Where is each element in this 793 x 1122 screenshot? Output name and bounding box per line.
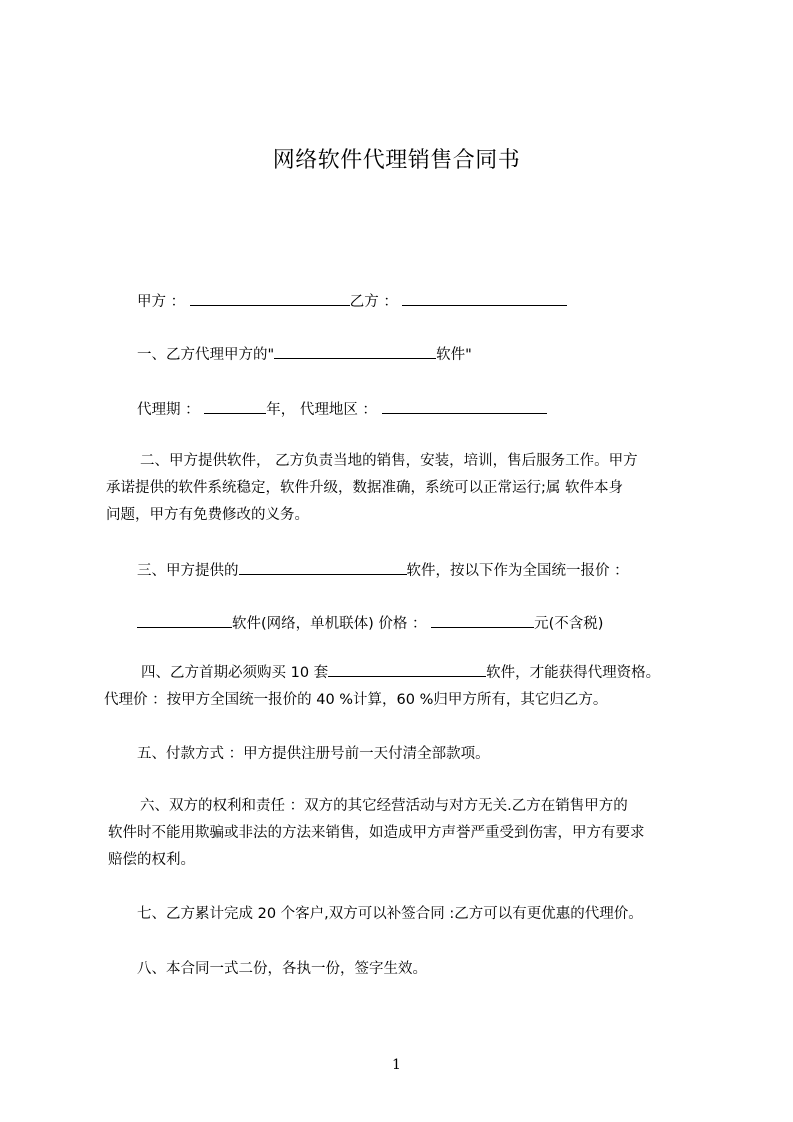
clause-3-prefix: 三、甲方提供的 (137, 563, 239, 579)
clause-2-line-1: 二、甲方提供软件， 乙方负责当地的销售，安装，培训，售后服务工作。甲方 (140, 453, 638, 469)
clause-2 (106, 448, 638, 529)
document-title: 网络软件代理销售合同书 (272, 148, 521, 173)
clause-4-suffix: 软件，才能获得代理资格。 (486, 665, 661, 681)
clause-1-suffix: 软件" (436, 347, 472, 363)
price-mid: 软件(网络，单机联体) 价格 ： (232, 616, 427, 632)
clause-4-line-2: 代理价 ：按甲方全国统一报价的 40 %计算，60 %归甲方所有，其它归乙方。 (104, 692, 608, 708)
clause-7: 七、乙方累计完成 20 个客户,双方可以补签合同 :乙方可以有更优惠的代理价。 (137, 906, 643, 922)
clause-5: 五、付款方式 ：甲方提供注册号前一天付清全部款项。 (137, 746, 490, 762)
clause-4-line-1 (104, 660, 660, 687)
clause-4 (104, 660, 660, 714)
party-b-blank (402, 291, 567, 306)
clause-6-line-3: 赔偿的权利。 (108, 852, 195, 868)
clause-6-line-1: 六、双方的权利和责任 ：双方的其它经营活动与对方无关.乙方在销售甲方的 (140, 798, 628, 814)
clause-4-software-blank (328, 662, 486, 677)
price-amount-blank (431, 613, 534, 628)
agency-region-blank (382, 399, 547, 414)
agency-line (137, 399, 547, 419)
clause-6-line-2: 软件时不能用欺骗或非法的方法来销售，如造成甲方声誉严重受到伤害，甲方有要求 (108, 825, 645, 841)
clause-1-prefix: 一、乙方代理甲方的" (137, 347, 275, 363)
agency-period-blank (204, 399, 266, 414)
clause-3-suffix: 软件，按以下作为全国统一报价 ： (406, 563, 629, 579)
page-number: 1 (392, 1057, 401, 1073)
clause-1 (137, 344, 472, 364)
clause-3 (137, 560, 629, 580)
agency-region-label: 代理地区 ： (299, 402, 377, 418)
clause-3-software-blank (239, 560, 407, 575)
clause-2-line-3: 问题，甲方有免费修改的义务。 (106, 507, 309, 523)
parties-line (137, 291, 567, 311)
clause-8: 八、本合同一式二份，各执一份，签字生效。 (137, 961, 427, 977)
price-suffix: 元(不含税) (534, 616, 604, 632)
party-a-blank (190, 291, 350, 306)
party-a-label: 甲方 ： (137, 294, 186, 310)
clause-2-line-2: 承诺提供的软件系统稳定，软件升级，数据准确，系统可以正常运行;属 软件本身 (106, 480, 623, 496)
price-software-blank (137, 613, 232, 628)
software-name-blank (274, 344, 436, 359)
year-label: 年， (266, 402, 296, 418)
agency-period-label: 代理期 ： (137, 402, 200, 418)
clause-6 (108, 793, 645, 874)
party-b-label: 乙方 ： (349, 294, 398, 310)
price-line (137, 613, 603, 633)
clause-4-prefix: 四、乙方首期必须购买 10 套 (141, 665, 329, 681)
